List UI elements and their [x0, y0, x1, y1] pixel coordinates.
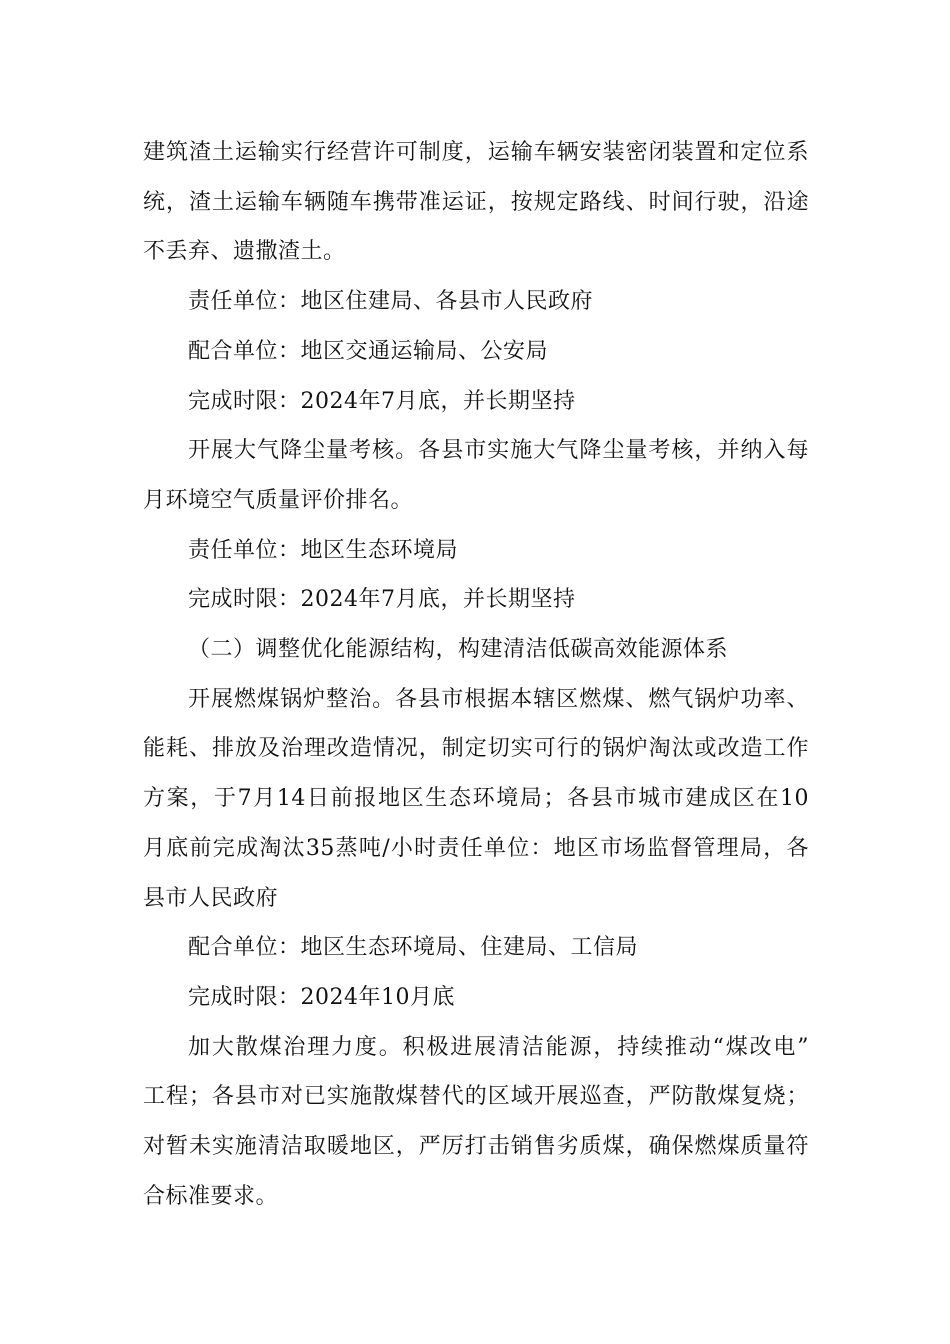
paragraph-transport-permit — [143, 128, 809, 277]
text-line: 开展燃煤锅炉整治。各县市根据本辖区燃煤、燃气锅炉功率、 — [188, 686, 809, 712]
text-line: 不丢弃、遗撒渣土。 — [143, 239, 346, 265]
text-line: 对暂未实施清洁取暖地区，严厉打击销售劣质煤，确保燃煤质量符 — [143, 1134, 809, 1160]
text-line: 建筑渣土运输实行经营许可制度，运输车辆安装密闭装置和定位系 — [143, 140, 809, 165]
text-line: 开展大气降尘量考核。各县市实施大气降尘量考核，并纳入每 — [188, 438, 809, 464]
document-body — [143, 128, 809, 1221]
paragraph-dust-assessment — [143, 426, 809, 525]
responsible-unit-line: 责任单位：地区生态环境局 — [188, 537, 459, 563]
text-line: 能耗、排放及治理改造情况，制定切实可行的锅炉淘汰或改造工作 — [143, 736, 809, 762]
text-line: 月底前完成淘汰35蒸吨/小时责任单位：地区市场监督管理局，各 — [143, 835, 809, 861]
paragraph-boiler-rectification — [143, 675, 809, 924]
section-heading: （二）调整优化能源结构，构建清洁低碳高效能源体系 — [188, 637, 729, 663]
text-line: 加大散煤治理力度。积极进展清洁能源，持续推动“煤改电” — [188, 1034, 809, 1060]
text-line: 工程；各县市对已实施散煤替代的区域开展巡查，严防散煤复烧； — [143, 1084, 809, 1110]
text-line: 合标准要求。 — [143, 1183, 279, 1209]
paragraph-loose-coal — [143, 1023, 809, 1222]
text-line: 方案，于7月14日前报地区生态环境局；各县市城市建成区在10 — [143, 786, 809, 812]
cooperating-unit-line: 配合单位：地区生态环境局、住建局、工信局 — [188, 935, 639, 961]
responsible-unit-line: 责任单位：地区住建局、各县市人民政府 — [188, 289, 594, 315]
text-line: 统，渣土运输车辆随车携带准运证，按规定路线、时间行驶，沿途 — [143, 189, 809, 215]
text-line: 月环境空气质量评价排名。 — [143, 487, 414, 513]
text-line: 县市人民政府 — [143, 885, 279, 911]
deadline-line: 完成时限：2024年10月底 — [188, 984, 455, 1010]
deadline-line: 完成时限：2024年7月底，并长期坚持 — [188, 388, 576, 414]
cooperating-unit-line: 配合单位：地区交通运输局、公安局 — [188, 338, 549, 364]
deadline-line: 完成时限：2024年7月底，并长期坚持 — [188, 587, 576, 613]
